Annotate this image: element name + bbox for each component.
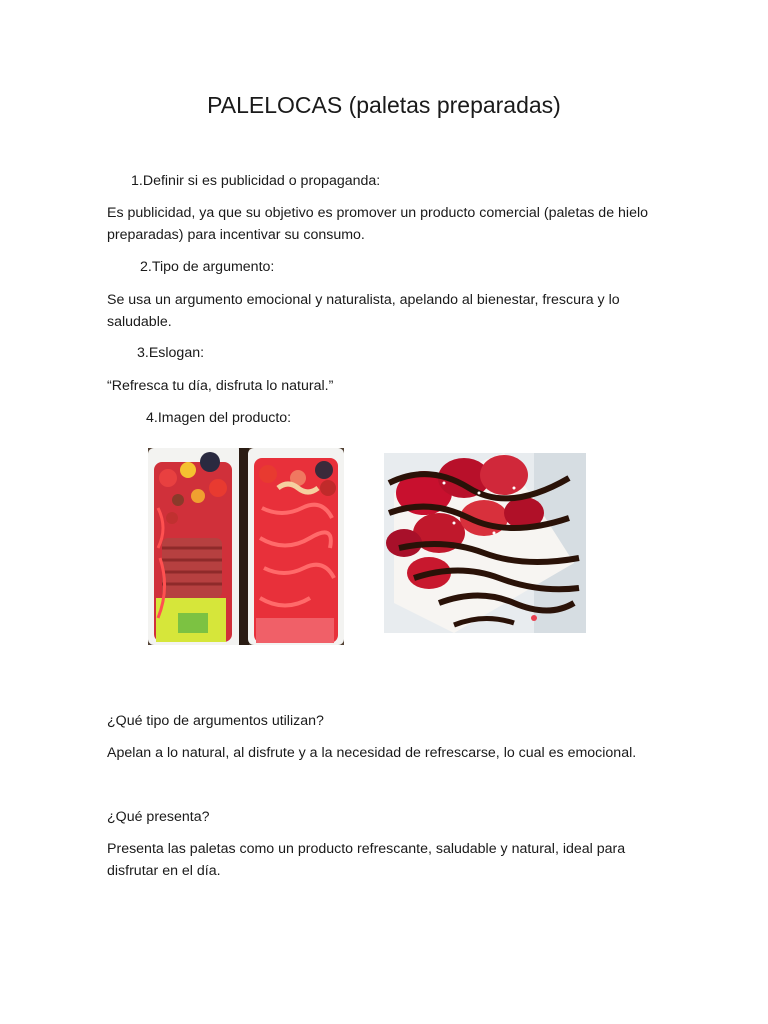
- question-5-answer: Apelan a lo natural, al disfrute y a la necesidad de refrescarse, lo cual es emocional.: [107, 745, 637, 761]
- question-6-answer: Presenta las paletas como un producto refrescante, saludable y natural, ideal para disfrutar en el día.: [107, 841, 626, 879]
- popsicles-with-chamoy-and-candy-photo: [148, 448, 344, 645]
- slogan-text: “Refresca tu día, disfruta lo natural.”: [107, 378, 334, 394]
- question-4-heading: 4.Imagen del producto:: [146, 410, 292, 426]
- question-5: ¿Qué tipo de argumentos utilizan?: [107, 713, 324, 729]
- question-6: ¿Qué presenta?: [107, 809, 210, 825]
- question-2-answer: Se usa un argumento emocional y naturalista, apelando al bienestar, frescura y lo saludable.: [107, 292, 620, 330]
- question-2-heading: 2.Tipo de argumento:: [140, 259, 275, 275]
- document-title: PALELOCAS (paletas preparadas): [207, 92, 561, 118]
- question-1-heading: 1.Definir si es publicidad o propaganda:: [131, 173, 381, 189]
- question-3-heading: 3.Eslogan:: [137, 345, 205, 361]
- question-1-answer: Es publicidad, ya que su objetivo es promover un producto comercial (paletas de hielo preparadas) para incentivar su consumo.: [107, 205, 649, 243]
- popsicle-with-chocolate-drizzle-photo: [384, 453, 586, 633]
